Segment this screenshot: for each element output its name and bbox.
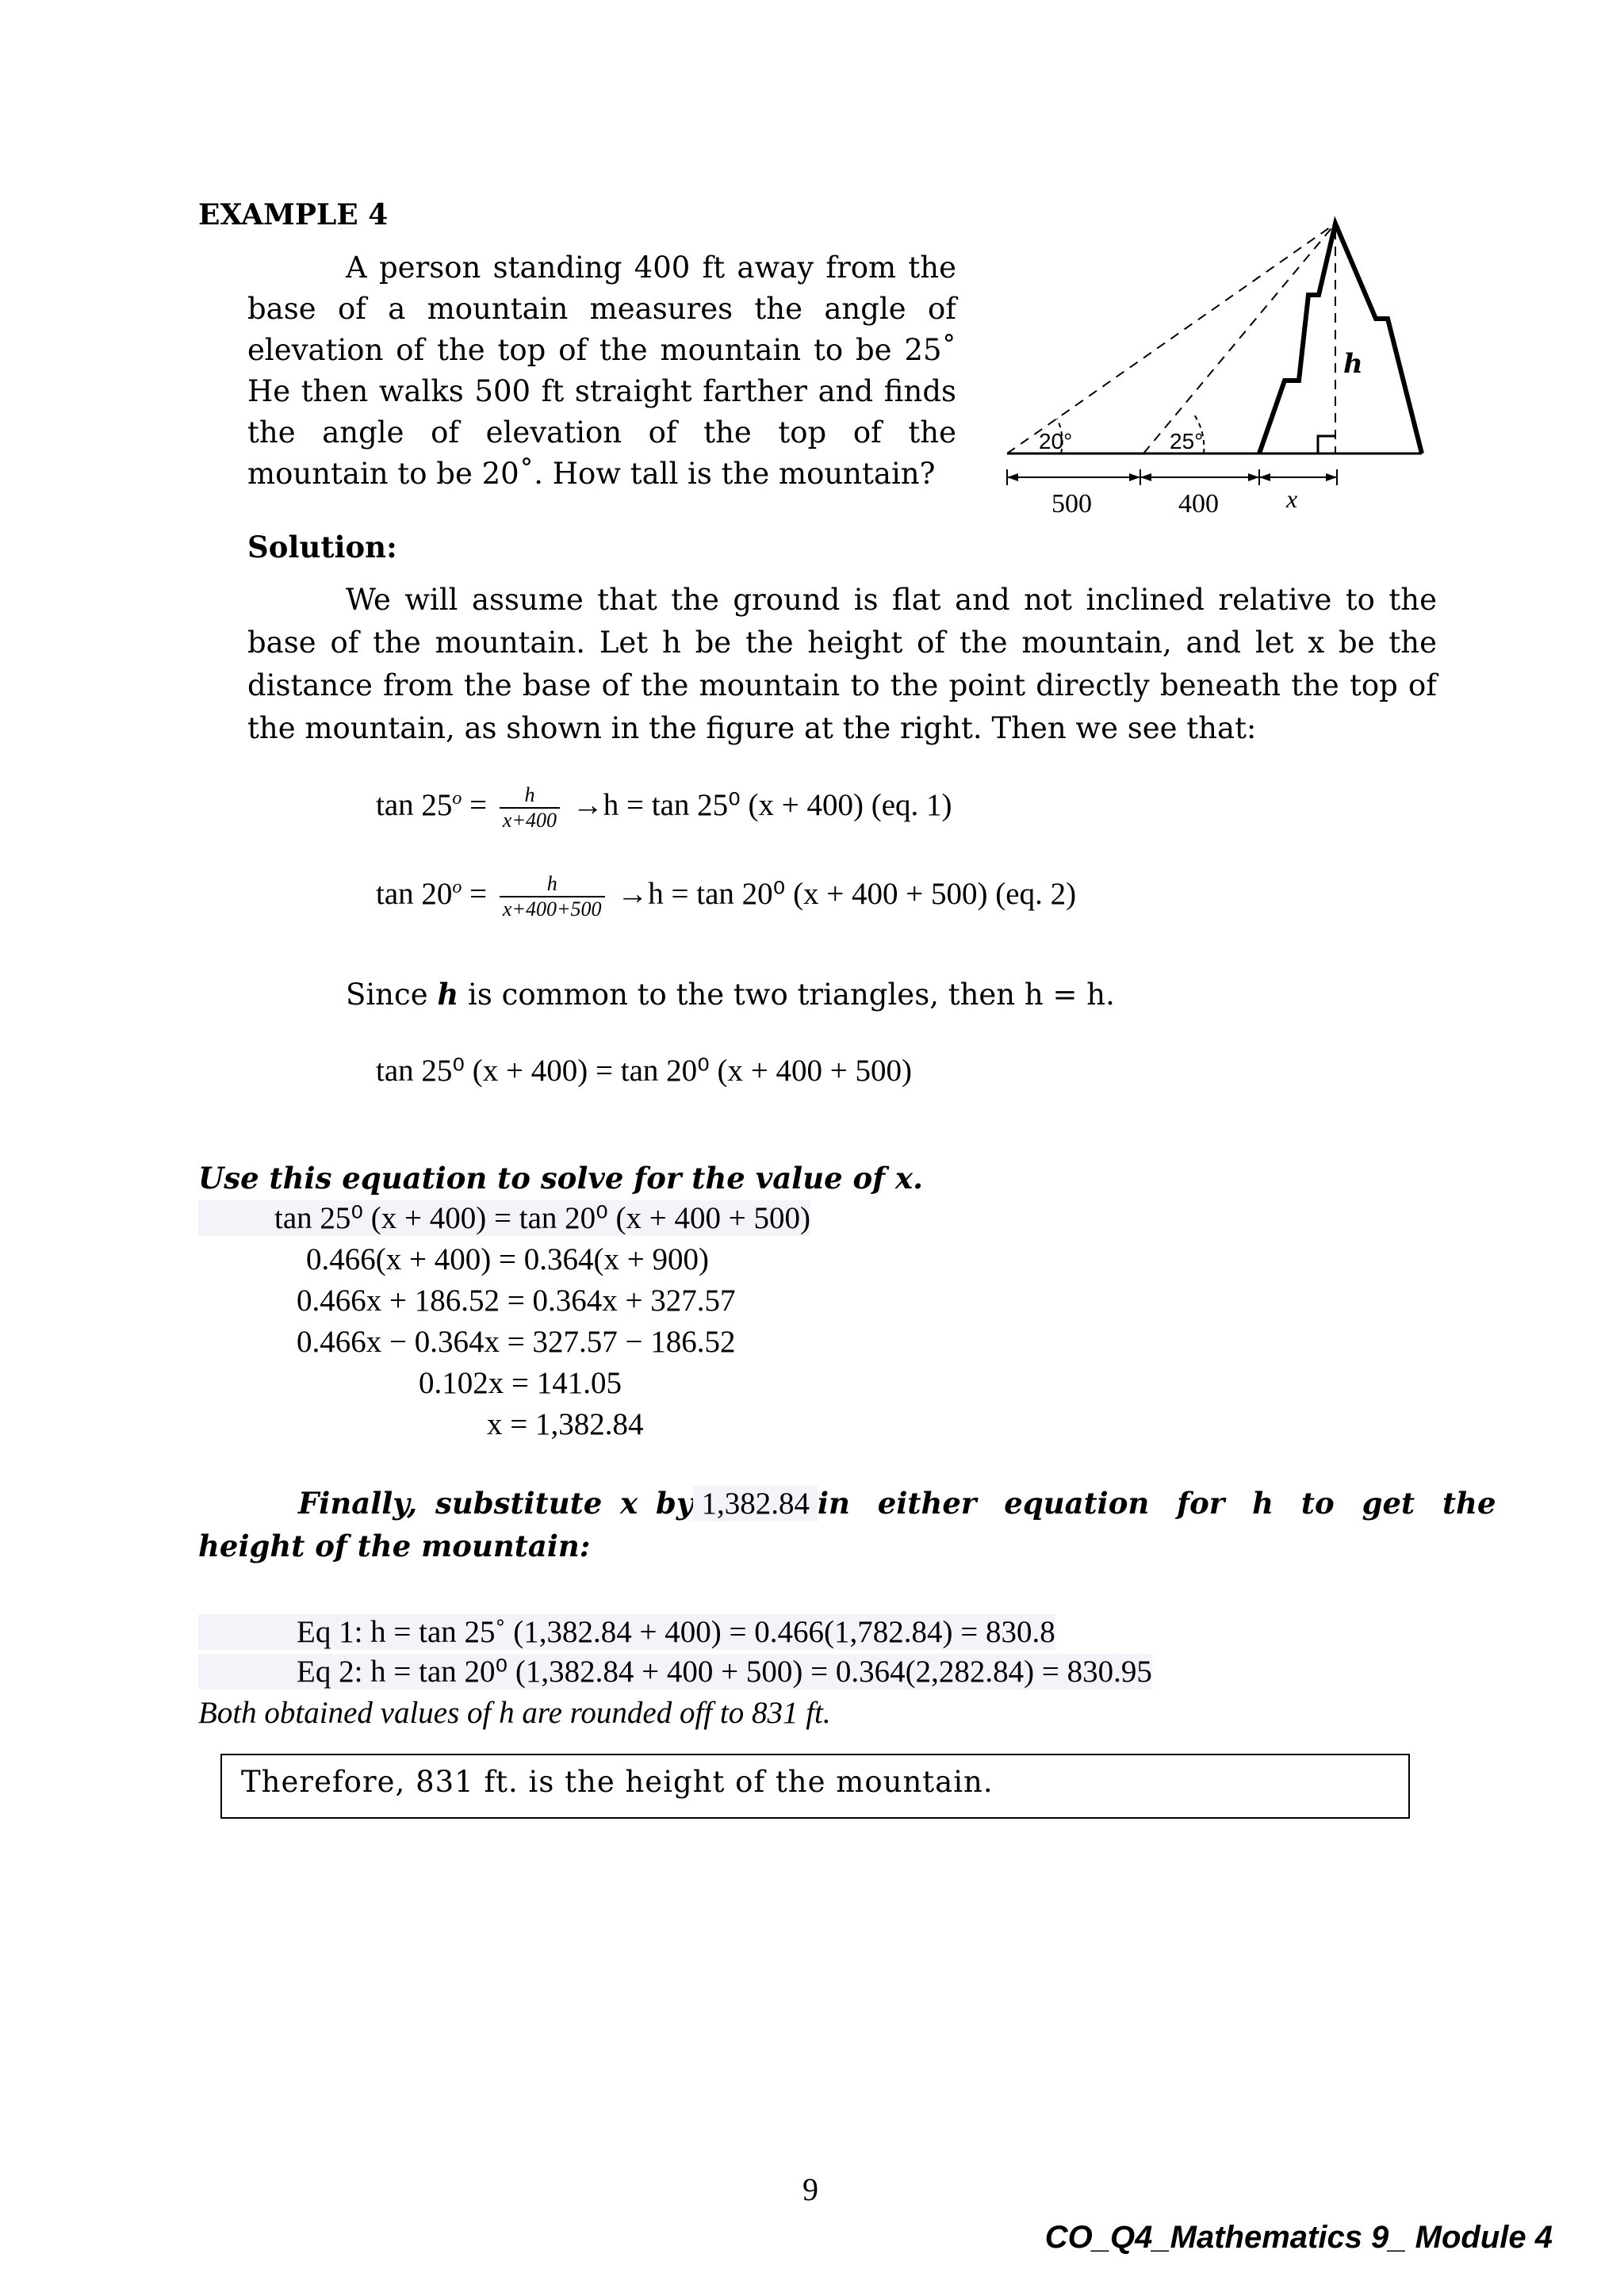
eq1-rhs: →h = tan 25⁰ (x + 400) (eq. 1) bbox=[572, 787, 952, 822]
height-label: h bbox=[1343, 348, 1363, 380]
instruction: Use this equation to solve for the value of x. bbox=[198, 1161, 923, 1196]
step-line: 0.466(x + 400) = 0.364(x + 900) bbox=[306, 1242, 709, 1276]
eq1-denominator: x+400 bbox=[502, 809, 557, 832]
sight-line-20 bbox=[1007, 224, 1335, 453]
finally-part2: in either equation for h to get the bbox=[817, 1486, 1496, 1521]
result-eq2-text: Eq 2: h = tan 20⁰ (1,382.84 + 400 + 500) = 0.364(2,282.84) = 830.95 bbox=[297, 1655, 1152, 1689]
result-eq1 bbox=[198, 1614, 1055, 1650]
right-angle-marker bbox=[1318, 436, 1335, 453]
dim-label-x: x bbox=[1286, 484, 1298, 513]
problem-line: A person standing 400 ft away from the bbox=[346, 251, 956, 285]
problem-line: the angle of elevation of the top of the bbox=[247, 415, 956, 450]
step-line: 0.466x − 0.364x = 327.57 − 186.52 bbox=[297, 1325, 736, 1359]
step-line: 0.102x = 141.05 bbox=[419, 1366, 622, 1400]
solution-line: base of the mountain. Let h be the height of the mountain, and let x be the bbox=[247, 626, 1437, 660]
finally-part3: height of the mountain: bbox=[198, 1529, 591, 1563]
eq2-denominator: x+400+500 bbox=[502, 897, 602, 920]
solution-line: the mountain, as shown in the figure at the right. Then we see that: bbox=[247, 711, 1257, 745]
eq1-lhs: tan 25 bbox=[376, 787, 453, 822]
eq2-fraction bbox=[500, 872, 605, 921]
angle-label-20: 20° bbox=[1039, 429, 1073, 453]
since-pre: Since bbox=[346, 978, 438, 1012]
dimension-lines bbox=[1007, 469, 1337, 485]
finally-line bbox=[298, 1486, 1496, 1521]
solution-line: We will assume that the ground is flat and not inclined relative to the bbox=[346, 583, 1437, 617]
step-line: 0.466x + 186.52 = 0.364x + 327.57 bbox=[297, 1284, 736, 1318]
mountain-figure bbox=[999, 214, 1443, 523]
equation-1: $\tan 25^o$ = $\frac{h}{x+400}$ →h = tan 25⁰ (x + 400) (eq. 1) bbox=[376, 783, 952, 832]
since-post: is common to the two triangles, then h = h. bbox=[458, 978, 1115, 1012]
combined-equation: tan 25⁰ (x + 400) = tan 20⁰ (x + 400 + 500) bbox=[376, 1054, 912, 1088]
eq1-numerator: h bbox=[500, 783, 560, 809]
problem-line: base of a mountain measures the angle of bbox=[247, 292, 956, 326]
conclusion-text: Therefore, 831 ft. is the height of the mountain. bbox=[241, 1765, 994, 1799]
eq1-fraction bbox=[500, 783, 560, 832]
step-line: tan 25⁰ (x + 400) = tan 20⁰ (x + 400 + 500) bbox=[198, 1200, 810, 1236]
eq2-rhs: →h = tan 20⁰ (x + 400 + 500) (eq. 2) bbox=[617, 876, 1077, 911]
finally-value: 1,382.84 bbox=[693, 1486, 818, 1521]
since-statement bbox=[346, 977, 1115, 1012]
eq2-numerator: h bbox=[500, 872, 605, 897]
solution-line: distance from the base of the mountain to the point directly beneath the top of bbox=[247, 668, 1437, 702]
result-note: Both obtained values of h are rounded off to 831 ft. bbox=[198, 1696, 831, 1730]
step-line: x = 1,382.84 bbox=[487, 1407, 644, 1441]
problem-line: mountain to be 20˚. How tall is the mountain? bbox=[247, 457, 936, 491]
angle-label-25: 25° bbox=[1170, 429, 1204, 453]
result-eq1-text: Eq 1: h = tan 25˚ (1,382.84 + 400) = 0.466(1,782.84) = 830.8 bbox=[297, 1615, 1055, 1649]
dim-label-500: 500 bbox=[1051, 489, 1092, 519]
result-eq2 bbox=[198, 1654, 1152, 1689]
mountain-outline bbox=[1259, 224, 1422, 453]
finally-part1: Finally, substitute x by bbox=[298, 1486, 694, 1521]
page-number: 9 bbox=[802, 2172, 818, 2207]
problem-line: He then walks 500 ft straight farther and finds bbox=[247, 374, 956, 408]
since-h: h bbox=[437, 977, 459, 1012]
eq2-lhs: tan 20 bbox=[376, 876, 453, 911]
equation-2: $\tan 20^o$ = $\frac{h}{x+400+500}$ →h = tan 20⁰ (x + 400 + 500) (eq. 2) bbox=[376, 872, 1077, 920]
solution-text bbox=[247, 579, 1437, 750]
footer-module-code: CO_Q4_Mathematics 9_ Module 4 bbox=[1044, 2220, 1553, 2255]
example-heading: EXAMPLE 4 bbox=[198, 198, 389, 232]
dim-label-400: 400 bbox=[1178, 489, 1219, 519]
conclusion-box bbox=[220, 1754, 1410, 1819]
solution-heading: Solution: bbox=[247, 530, 397, 564]
problem-statement bbox=[247, 247, 956, 495]
problem-line: elevation of the top of the mountain to be 25˚ bbox=[247, 333, 956, 367]
